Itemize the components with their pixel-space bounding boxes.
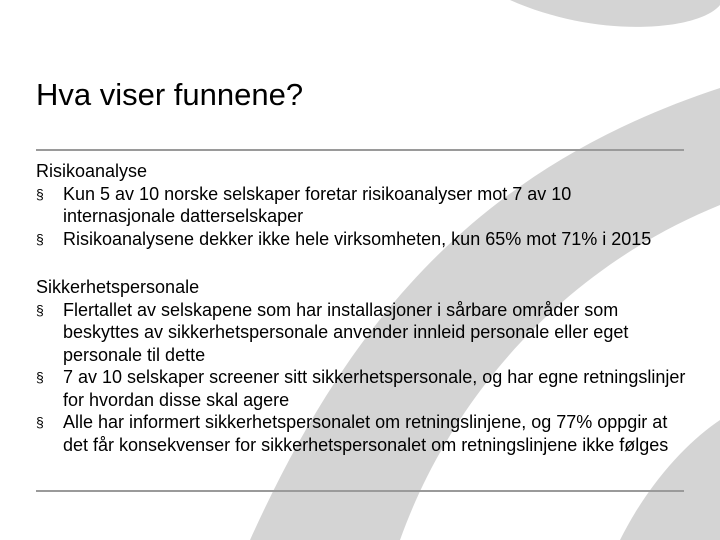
bullet-text: Alle har informert sikkerhetspersonalet om retningslinjene, og 77% oppgir at det får konsekvenser for sikkerhetspersonalet om retningslinjene ikke følges (63, 412, 669, 455)
list-item (36, 183, 686, 228)
section-sikkerhetspersonale (36, 276, 686, 456)
bullet-list (36, 299, 686, 457)
bullet-icon: § (36, 185, 44, 202)
bullet-text: Kun 5 av 10 norske selskaper foretar risikoanalyser mot 7 av 10 internasjonale datterselskaper (63, 183, 572, 226)
section-heading: Risikoanalyse (36, 161, 148, 181)
list-item (36, 228, 686, 251)
slide-content (36, 160, 686, 456)
list-item (36, 366, 686, 411)
bottom-divider (36, 490, 684, 492)
list-item (36, 299, 686, 367)
bullet-icon: § (36, 369, 44, 385)
section-heading: Sikkerhetspersonale (36, 277, 200, 297)
bullet-text: 7 av 10 selskaper screener sitt sikkerhetspersonale, og har egne retningslinjer for hvordan disse skal agere (63, 367, 686, 410)
bullet-icon: § (36, 301, 44, 318)
bullet-icon: § (36, 230, 44, 247)
list-item (36, 411, 686, 456)
bullet-text: Risikoanalysene dekker ikke hele virksomheten, kun 65% mot 71% i 2015 (63, 228, 652, 249)
bullet-icon: § (36, 414, 44, 430)
slide-title: Hva viser funnene? (36, 77, 304, 112)
bullet-text: Flertallet av selskapene som har installasjoner i sårbare områder som beskyttes av sikkerhetspersonale anvender innleid personale eller eget personale til dette (63, 299, 629, 365)
title-divider (36, 149, 684, 151)
bullet-list (36, 183, 686, 251)
section-risikoanalyse (36, 160, 686, 250)
